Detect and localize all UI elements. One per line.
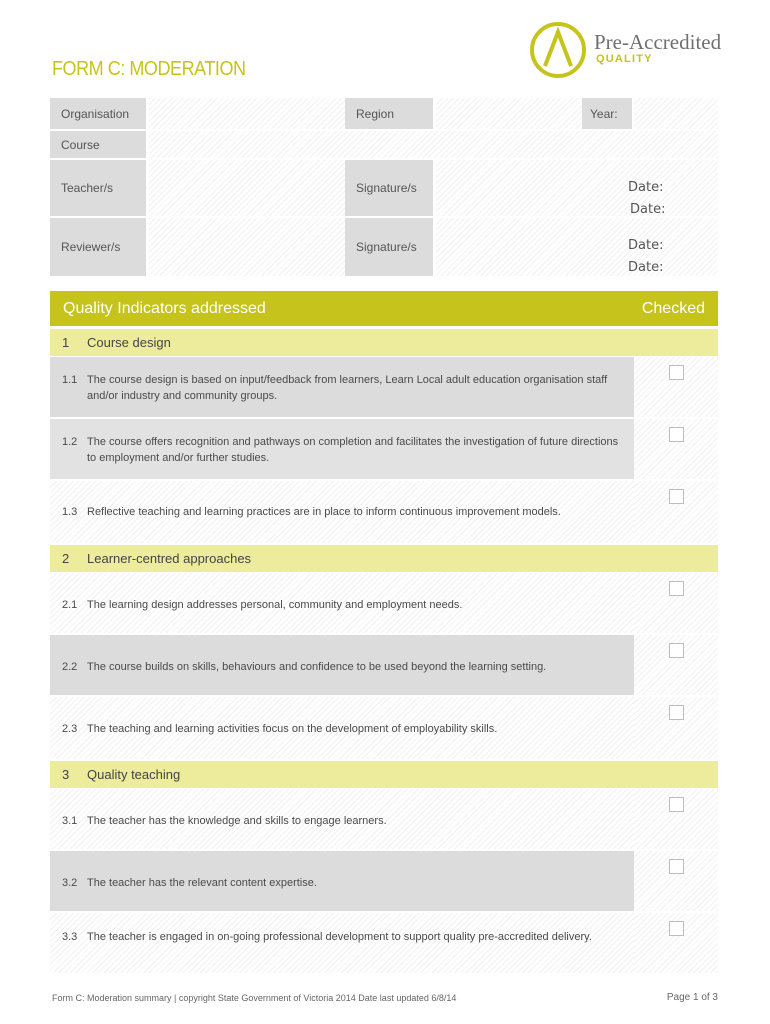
indicator-row <box>50 851 634 911</box>
reviewers-field[interactable] <box>149 218 345 276</box>
section-label: Quality teaching <box>87 767 181 782</box>
reviewer-date-1: Date: <box>628 238 664 253</box>
section-quality-teaching <box>50 761 718 788</box>
footer-page-number: Page 1 of 3 <box>666 992 718 1003</box>
checkbox-3-3[interactable] <box>669 921 684 936</box>
indicator-number: 1.2 <box>62 436 78 448</box>
indicator-number: 1.1 <box>62 374 78 386</box>
organisation-field[interactable] <box>149 98 345 129</box>
checkbox-1-2[interactable] <box>669 427 684 442</box>
teacher-date-1: Date: <box>628 180 664 195</box>
organisation-label: Organisation <box>50 98 146 129</box>
indicator-number: 3.1 <box>62 815 78 827</box>
reviewer-date-2: Date: <box>628 260 664 275</box>
checkbox-3-2[interactable] <box>669 859 684 874</box>
reviewer-signatures-label: Signature/s <box>345 218 433 276</box>
indicator-text: The teaching and learning activities focus on the development of employability skills. <box>87 723 498 735</box>
year-field[interactable] <box>634 98 718 129</box>
indicator-text: The teacher is engaged in on-going professional development to support quality pre-accredited delivery. <box>87 931 592 943</box>
indicator-check-cell <box>634 357 718 417</box>
teachers-field[interactable] <box>149 160 345 216</box>
indicator-text: The learning design addresses personal, community and employment needs. <box>87 599 463 611</box>
reviewer-dates <box>628 235 663 279</box>
indicator-check-cell <box>634 419 718 479</box>
indicator-row <box>50 635 634 695</box>
indicator-text: The course builds on skills, behaviours and confidence to be used beyond the learning setting. <box>87 661 547 673</box>
indicator-check-cell <box>634 913 718 973</box>
indicator-row <box>50 573 634 633</box>
indicator-row <box>50 913 634 973</box>
indicator-number: 2.1 <box>62 599 78 611</box>
indicator-number: 1.3 <box>62 506 78 518</box>
region-field[interactable] <box>436 98 582 129</box>
section-number: 3 <box>62 767 70 782</box>
indicator-check-cell <box>634 789 718 849</box>
checkbox-1-3[interactable] <box>669 489 684 504</box>
year-label: Year: <box>582 98 632 129</box>
indicator-check-cell <box>634 697 718 759</box>
reviewers-label: Reviewer/s <box>50 218 146 276</box>
section-label: Learner-centred approaches <box>87 551 252 566</box>
indicator-number: 2.2 <box>62 661 78 673</box>
section-number: 2 <box>62 551 70 566</box>
indicator-number: 3.3 <box>62 931 78 943</box>
indicator-check-cell <box>634 851 718 911</box>
footer-copyright: Form C: Moderation summary | copyright State Government of Victoria 2014 Date last updated 6/8/14 <box>52 993 457 1003</box>
indicator-row <box>50 789 634 849</box>
teacher-dates <box>628 177 665 221</box>
checked-column-title: Checked <box>641 300 705 317</box>
indicator-number: 3.2 <box>62 877 78 889</box>
checkbox-1-1[interactable] <box>669 365 684 380</box>
indicator-check-cell <box>634 481 718 543</box>
indicator-text: The teacher has the relevant content expertise. <box>87 877 317 889</box>
indicator-check-cell <box>634 635 718 695</box>
course-field[interactable] <box>149 131 718 158</box>
quality-ring-icon <box>530 20 590 80</box>
teacher-signatures-label: Signature/s <box>345 160 433 216</box>
indicator-row <box>50 481 634 543</box>
indicator-text: The teacher has the knowledge and skills to engage learners. <box>87 815 387 827</box>
pre-accredited-quality-logo <box>530 20 730 80</box>
indicator-text: Reflective teaching and learning practices are in place to inform continuous improvement models. <box>87 506 561 518</box>
teacher-date-2: Date: <box>630 202 666 217</box>
logo-quality-text: QUALITY <box>596 53 653 65</box>
checkbox-2-2[interactable] <box>669 643 684 658</box>
indicator-row <box>50 419 634 479</box>
section-label: Course design <box>87 335 171 350</box>
section-number: 1 <box>62 335 70 350</box>
course-label: Course <box>50 131 146 158</box>
teacher-signatures-field[interactable] <box>436 160 718 216</box>
quality-indicators-header <box>50 291 718 326</box>
checkbox-2-3[interactable] <box>669 705 684 720</box>
indicator-text: The course design is based on input/feedback from learners, Learn Local adult education organisation staff and/or industry and community groups. <box>87 374 608 402</box>
indicator-check-cell <box>634 573 718 633</box>
section-learner-centred <box>50 545 718 572</box>
indicator-row <box>50 697 634 759</box>
indicator-number: 2.3 <box>62 723 78 735</box>
indicator-row <box>50 357 634 417</box>
section-course-design <box>50 329 718 356</box>
indicator-text: The course offers recognition and pathways on completion and facilitates the investigation of future directions to employment and/or further studies. <box>87 436 619 464</box>
form-title: FORM C: MODERATION <box>52 58 246 80</box>
logo-pre-accredited-text: Pre-Accredited <box>594 30 722 54</box>
quality-indicators-title: Quality Indicators addressed <box>63 300 266 317</box>
region-label: Region <box>345 98 433 129</box>
checkbox-3-1[interactable] <box>669 797 684 812</box>
checkbox-2-1[interactable] <box>669 581 684 596</box>
reviewer-signatures-field[interactable] <box>436 218 718 276</box>
teachers-label: Teacher/s <box>50 160 146 216</box>
